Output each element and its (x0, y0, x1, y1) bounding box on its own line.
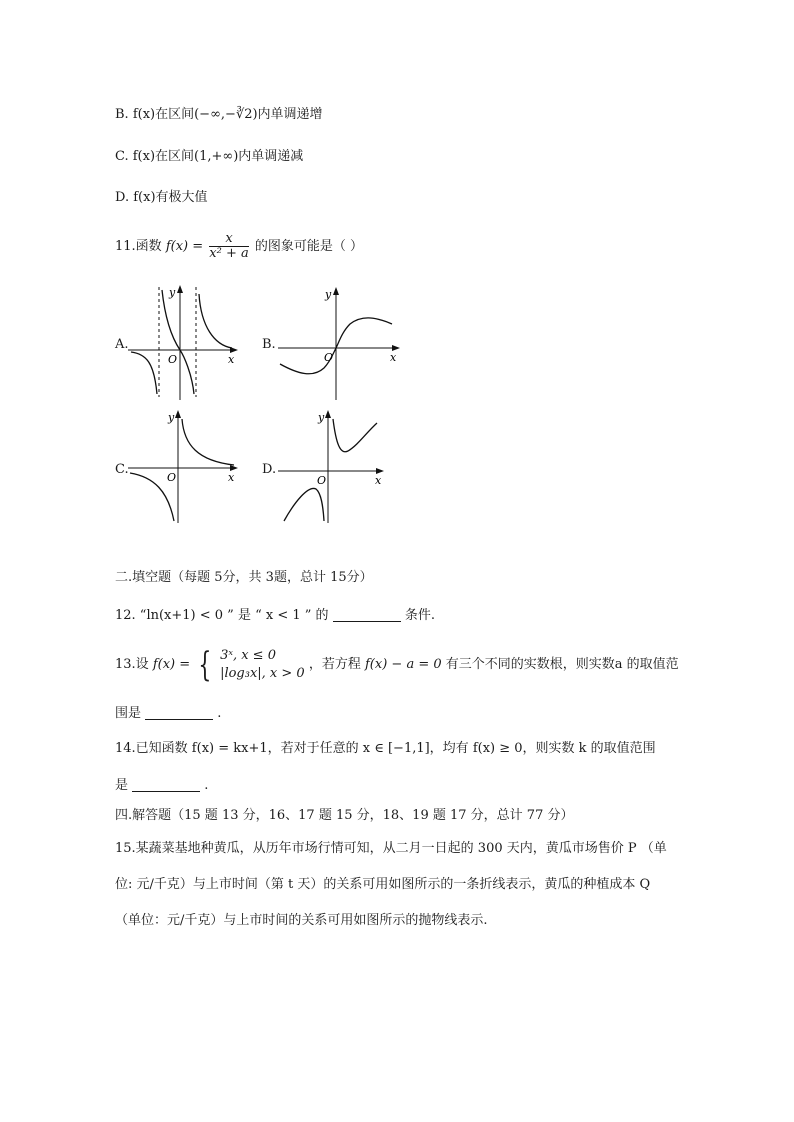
q13-answer-blank[interactable] (145, 705, 213, 720)
question-11 (115, 232, 363, 261)
option-b: B. f(x)在区间(−∞,−∛2)内单调递增 (115, 107, 323, 122)
graph-d-y-label: y (318, 411, 325, 424)
question-12 (115, 607, 435, 625)
graph-d-y-arrow (325, 410, 331, 418)
graph-d-origin: O (317, 474, 327, 487)
question-14: 14.已知函数 f(x) = kx+1，若对于任意的 x ∈ [−1,1]，均有 f(x) ≥ 0，则实数 k 的取值范围 (115, 741, 656, 756)
q11-suffix: 的图象可能是（ ） (254, 239, 364, 254)
graph-d-x-label: x (375, 474, 382, 487)
question-13-line-2: 围是 . (115, 706, 222, 721)
graph-b-x-label: x (390, 351, 397, 364)
section-2-heading: 二.填空题（每题 5分，共 3题，总计 15分） (115, 570, 373, 585)
graph-c-y-label: y (168, 411, 175, 424)
question-15-line-2: 位: 元/千克）与上市时间（第 t 天）的关系可用如图所示的一条折线表示，黄瓜的种植成本 Q (115, 877, 651, 892)
option-d: D. f(x)有极大值 (115, 190, 208, 205)
q13-suffix: 有三个不同的实数根，则实数a 的取值范 (445, 657, 679, 672)
q14-line2-text: 是 (115, 778, 129, 793)
graph-b-origin: O (324, 351, 334, 364)
q11-numerator: x (209, 232, 248, 247)
graph-c-label: C. (115, 462, 129, 477)
option-c: C. f(x)在区间(1,+∞)内单调递减 (115, 149, 304, 164)
graph-c-x-label: x (228, 471, 235, 484)
q12-answer-blank[interactable] (333, 607, 401, 622)
q14-answer-blank[interactable] (132, 777, 200, 792)
graph-d-curve-right (333, 419, 377, 452)
graph-d (278, 405, 390, 527)
question-15-line-3: （单位：元/千克）与上市时间的关系可用如图所示的抛物线表示. (115, 913, 488, 928)
graph-a (128, 282, 243, 402)
q13-cases (220, 647, 305, 683)
q13-line2-text: 围是 (115, 706, 142, 721)
question-13 (115, 645, 679, 685)
graph-c-curve-right (182, 419, 234, 465)
graph-b-y-arrow (333, 287, 339, 295)
graph-d-label: D. (262, 462, 277, 477)
question-14-line-2: 是 . (115, 778, 209, 793)
q11-prefix: 11.函数 (115, 239, 162, 254)
graph-d-curve-left (284, 488, 324, 521)
graph-b-y-label: y (325, 288, 332, 301)
q13-prefix: 13.设 (115, 657, 149, 672)
graph-a-x-label: x (228, 353, 235, 366)
graph-a-label: A. (115, 337, 129, 352)
q12-text-end: 条件. (404, 608, 435, 623)
graph-b (278, 282, 406, 402)
q13-middle: ，若方程 (308, 657, 361, 672)
q11-func-lhs: f(x) = (165, 239, 204, 254)
graph-a-curve-right (199, 294, 232, 348)
q11-fraction (209, 232, 248, 261)
graph-a-curve-middle (162, 290, 194, 394)
q11-denominator: x² + a (209, 246, 249, 261)
graph-a-origin: O (168, 353, 178, 366)
graph-c (128, 405, 243, 527)
graph-c-y-arrow (175, 410, 181, 418)
graph-c-origin: O (167, 471, 177, 484)
graph-a-y-arrow (177, 285, 183, 293)
q13-func-lhs: f(x) = (152, 657, 191, 672)
graph-a-y-label: y (169, 286, 176, 299)
q12-text: 12. “ln(x+1) < 0 ” 是 “ x < 1 ” 的 (115, 608, 329, 623)
q13-brace: { (198, 644, 212, 685)
section-4-heading: 四.解答题（15 题 13 分，16、17 题 15 分，18、19 题 17 分，总计 77 分） (115, 808, 574, 823)
q13-case-1: 3ˣ, x ≤ 0 (220, 647, 276, 663)
q13-equation: f(x) − a = 0 (365, 657, 442, 672)
question-15-line-1: 15.某蔬菜基地种黄瓜，从历年市场行情可知，从二月一日起的 300 天内，黄瓜市场售价 P （单 (115, 841, 667, 856)
graph-a-curve-left (131, 352, 157, 394)
q13-case-2: |log₃x|, x > 0 (220, 665, 305, 681)
graph-b-label: B. (262, 337, 276, 352)
